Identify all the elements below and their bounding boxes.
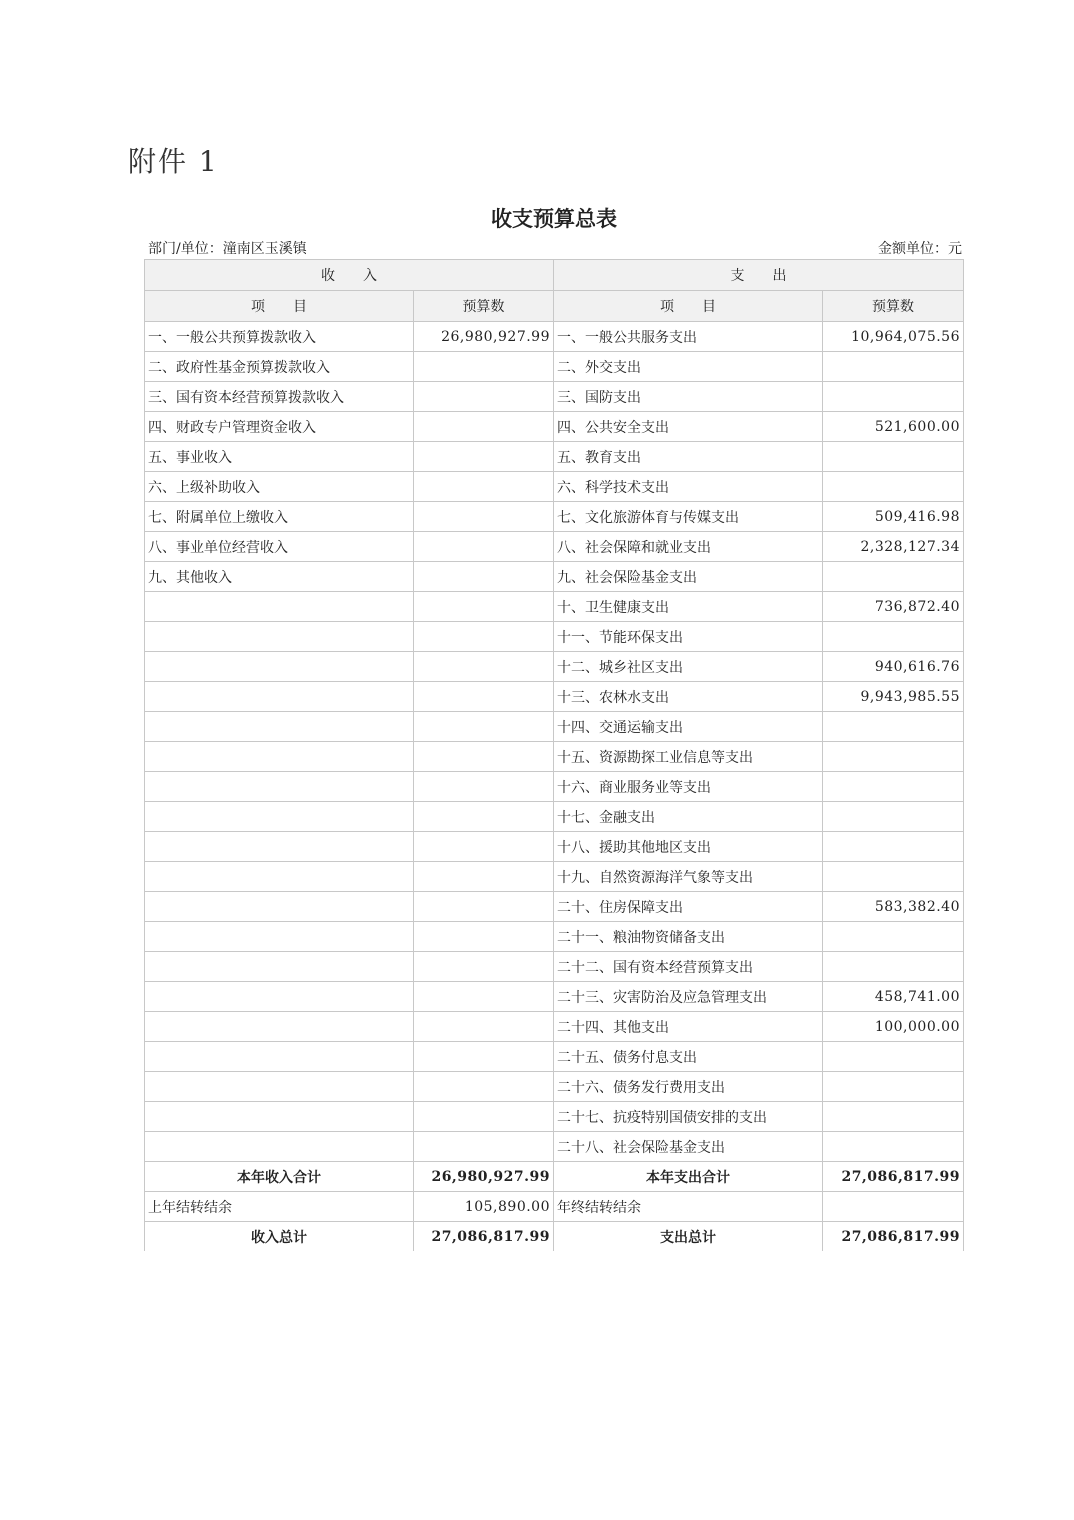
income-budget-cell: [414, 952, 554, 982]
expense-item-cell: 七、文化旅游体育与传媒支出: [554, 502, 823, 532]
expense-item-cell: 二十二、国有资本经营预算支出: [554, 952, 823, 982]
expense-item-cell: 十、卫生健康支出: [554, 592, 823, 622]
table-row: [145, 562, 964, 592]
income-item-cell: [145, 622, 414, 652]
table-row: [145, 1012, 964, 1042]
year-expense-value: 27,086,817.99: [823, 1162, 964, 1192]
expense-budget-cell: [823, 472, 964, 502]
income-budget-cell: [414, 652, 554, 682]
income-budget-cell: [414, 682, 554, 712]
income-item-cell: [145, 1072, 414, 1102]
income-item-cell: [145, 652, 414, 682]
table-row: [145, 832, 964, 862]
income-item-cell: 四、财政专户管理资金收入: [145, 412, 414, 442]
table-row: [145, 1132, 964, 1162]
expense-item-cell: 二十三、灾害防治及应急管理支出: [554, 982, 823, 1012]
income-budget-cell: [414, 562, 554, 592]
table-row: [145, 712, 964, 742]
header-row-columns: [145, 291, 964, 322]
income-item-cell: [145, 742, 414, 772]
expense-item-cell: 二十六、债务发行费用支出: [554, 1072, 823, 1102]
expense-budget-cell: [823, 1102, 964, 1132]
table-row: [145, 682, 964, 712]
income-item-cell: 三、国有资本经营预算拨款收入: [145, 382, 414, 412]
expense-budget-cell: [823, 712, 964, 742]
table-row: [145, 982, 964, 1012]
expense-item-cell: 十五、资源勘探工业信息等支出: [554, 742, 823, 772]
expense-item-cell: 十七、金融支出: [554, 802, 823, 832]
income-total-value: 27,086,817.99: [414, 1222, 554, 1252]
expense-budget-cell: 10,964,075.56: [823, 322, 964, 352]
table-row: [145, 622, 964, 652]
table-title: 收支预算总表: [491, 206, 617, 231]
year-income-label: 本年收入合计: [145, 1162, 414, 1192]
expense-budget-header: 预算数: [823, 291, 964, 322]
expense-budget-cell: 2,328,127.34: [823, 532, 964, 562]
expense-item-cell: 九、社会保险基金支出: [554, 562, 823, 592]
income-item-cell: [145, 862, 414, 892]
income-budget-cell: [414, 1072, 554, 1102]
income-item-cell: [145, 832, 414, 862]
income-budget-cell: [414, 502, 554, 532]
expense-budget-cell: [823, 352, 964, 382]
table-row: [145, 412, 964, 442]
expense-budget-cell: [823, 562, 964, 592]
table-row: [145, 472, 964, 502]
income-item-cell: [145, 592, 414, 622]
expense-item-cell: 十六、商业服务业等支出: [554, 772, 823, 802]
table-row: [145, 502, 964, 532]
expense-total-value: 27,086,817.99: [823, 1222, 964, 1252]
income-budget-cell: [414, 1012, 554, 1042]
expense-budget-cell: [823, 742, 964, 772]
expense-item-cell: 四、公共安全支出: [554, 412, 823, 442]
expense-budget-cell: [823, 832, 964, 862]
income-item-cell: [145, 772, 414, 802]
expense-budget-cell: [823, 1132, 964, 1162]
table-row: [145, 892, 964, 922]
budget-table: [144, 259, 964, 1251]
income-budget-cell: [414, 742, 554, 772]
table-row: [145, 742, 964, 772]
income-item-cell: [145, 982, 414, 1012]
income-item-cell: [145, 1012, 414, 1042]
expense-item-cell: 二十八、社会保险基金支出: [554, 1132, 823, 1162]
expense-budget-cell: 458,741.00: [823, 982, 964, 1012]
income-budget-cell: [414, 772, 554, 802]
income-budget-cell: [414, 1102, 554, 1132]
expense-item-cell: 十九、自然资源海洋气象等支出: [554, 862, 823, 892]
expense-section-header: 支 出: [554, 260, 964, 291]
expense-item-cell: 二十一、粮油物资储备支出: [554, 922, 823, 952]
expense-budget-cell: 509,416.98: [823, 502, 964, 532]
expense-item-cell: 一、一般公共服务支出: [554, 322, 823, 352]
carryover-row: [145, 1192, 964, 1222]
income-item-cell: 二、政府性基金预算拨款收入: [145, 352, 414, 382]
expense-budget-cell: 736,872.40: [823, 592, 964, 622]
income-item-cell: 七、附属单位上缴收入: [145, 502, 414, 532]
expense-budget-cell: [823, 922, 964, 952]
expense-budget-cell: [823, 802, 964, 832]
expense-budget-cell: [823, 952, 964, 982]
department-unit: 部门/单位：潼南区玉溪镇: [148, 241, 307, 257]
expense-budget-cell: 940,616.76: [823, 652, 964, 682]
income-total-label: 收入总计: [145, 1222, 414, 1252]
expense-budget-cell: 100,000.00: [823, 1012, 964, 1042]
table-row: [145, 1072, 964, 1102]
table-row: [145, 952, 964, 982]
income-item-header: 项 目: [145, 291, 414, 322]
expense-item-cell: 十三、农林水支出: [554, 682, 823, 712]
expense-item-cell: 八、社会保障和就业支出: [554, 532, 823, 562]
income-budget-cell: [414, 922, 554, 952]
expense-item-cell: 六、科学技术支出: [554, 472, 823, 502]
expense-total-label: 支出总计: [554, 1222, 823, 1252]
income-item-cell: [145, 1132, 414, 1162]
carryover-label: 上年结转结余: [145, 1192, 414, 1222]
expense-budget-cell: 583,382.40: [823, 892, 964, 922]
income-budget-cell: [414, 802, 554, 832]
year-expense-label: 本年支出合计: [554, 1162, 823, 1192]
income-item-cell: [145, 952, 414, 982]
expense-item-cell: 五、教育支出: [554, 442, 823, 472]
expense-item-cell: 二十四、其他支出: [554, 1012, 823, 1042]
table-row: [145, 802, 964, 832]
income-item-cell: 九、其他收入: [145, 562, 414, 592]
expense-item-cell: 二十五、债务付息支出: [554, 1042, 823, 1072]
yearend-value: [823, 1192, 964, 1222]
amount-unit: 金额单位：元: [878, 241, 962, 257]
income-budget-cell: [414, 712, 554, 742]
table-row: [145, 1102, 964, 1132]
grand-total-row: [145, 1222, 964, 1252]
income-budget-cell: [414, 472, 554, 502]
income-item-cell: [145, 802, 414, 832]
table-row: [145, 652, 964, 682]
income-item-cell: [145, 1102, 414, 1132]
carryover-value: 105,890.00: [414, 1192, 554, 1222]
income-budget-cell: 26,980,927.99: [414, 322, 554, 352]
income-budget-header: 预算数: [414, 291, 554, 322]
income-budget-cell: [414, 592, 554, 622]
expense-item-cell: 二、外交支出: [554, 352, 823, 382]
income-budget-cell: [414, 1042, 554, 1072]
table-row: [145, 772, 964, 802]
expense-budget-cell: [823, 622, 964, 652]
expense-budget-cell: [823, 382, 964, 412]
table-row: [145, 382, 964, 412]
expense-budget-cell: [823, 442, 964, 472]
income-item-cell: [145, 892, 414, 922]
expense-item-header: 项 目: [554, 291, 823, 322]
expense-budget-cell: [823, 1042, 964, 1072]
income-budget-cell: [414, 412, 554, 442]
table-row: [145, 442, 964, 472]
table-row: [145, 862, 964, 892]
table-row: [145, 922, 964, 952]
income-budget-cell: [414, 382, 554, 412]
expense-item-cell: 三、国防支出: [554, 382, 823, 412]
expense-budget-cell: [823, 772, 964, 802]
expense-item-cell: 十一、节能环保支出: [554, 622, 823, 652]
expense-item-cell: 二十七、抗疫特别国债安排的支出: [554, 1102, 823, 1132]
income-budget-cell: [414, 1132, 554, 1162]
income-item-cell: 八、事业单位经营收入: [145, 532, 414, 562]
table-row: [145, 1042, 964, 1072]
income-item-cell: 六、上级补助收入: [145, 472, 414, 502]
income-item-cell: 一、一般公共预算拨款收入: [145, 322, 414, 352]
expense-item-cell: 十八、援助其他地区支出: [554, 832, 823, 862]
income-budget-cell: [414, 832, 554, 862]
income-budget-cell: [414, 892, 554, 922]
year-income-value: 26,980,927.99: [414, 1162, 554, 1192]
expense-budget-cell: 9,943,985.55: [823, 682, 964, 712]
expense-item-cell: 十二、城乡社区支出: [554, 652, 823, 682]
income-item-cell: 五、事业收入: [145, 442, 414, 472]
expense-budget-cell: [823, 862, 964, 892]
table-row: [145, 352, 964, 382]
table-row: [145, 532, 964, 562]
expense-budget-cell: [823, 1072, 964, 1102]
expense-budget-cell: 521,600.00: [823, 412, 964, 442]
income-budget-cell: [414, 982, 554, 1012]
expense-item-cell: 二十、住房保障支出: [554, 892, 823, 922]
table-row: [145, 592, 964, 622]
income-budget-cell: [414, 622, 554, 652]
income-budget-cell: [414, 532, 554, 562]
expense-item-cell: 十四、交通运输支出: [554, 712, 823, 742]
income-budget-cell: [414, 442, 554, 472]
income-section-header: 收 入: [145, 260, 554, 291]
income-item-cell: [145, 1042, 414, 1072]
income-item-cell: [145, 922, 414, 952]
yearend-label: 年终结转结余: [554, 1192, 823, 1222]
header-row-sections: [145, 260, 964, 291]
income-budget-cell: [414, 352, 554, 382]
year-total-row: [145, 1162, 964, 1192]
income-item-cell: [145, 682, 414, 712]
income-budget-cell: [414, 862, 554, 892]
table-row: [145, 322, 964, 352]
attachment-label: 附件 1: [128, 145, 219, 178]
income-item-cell: [145, 712, 414, 742]
